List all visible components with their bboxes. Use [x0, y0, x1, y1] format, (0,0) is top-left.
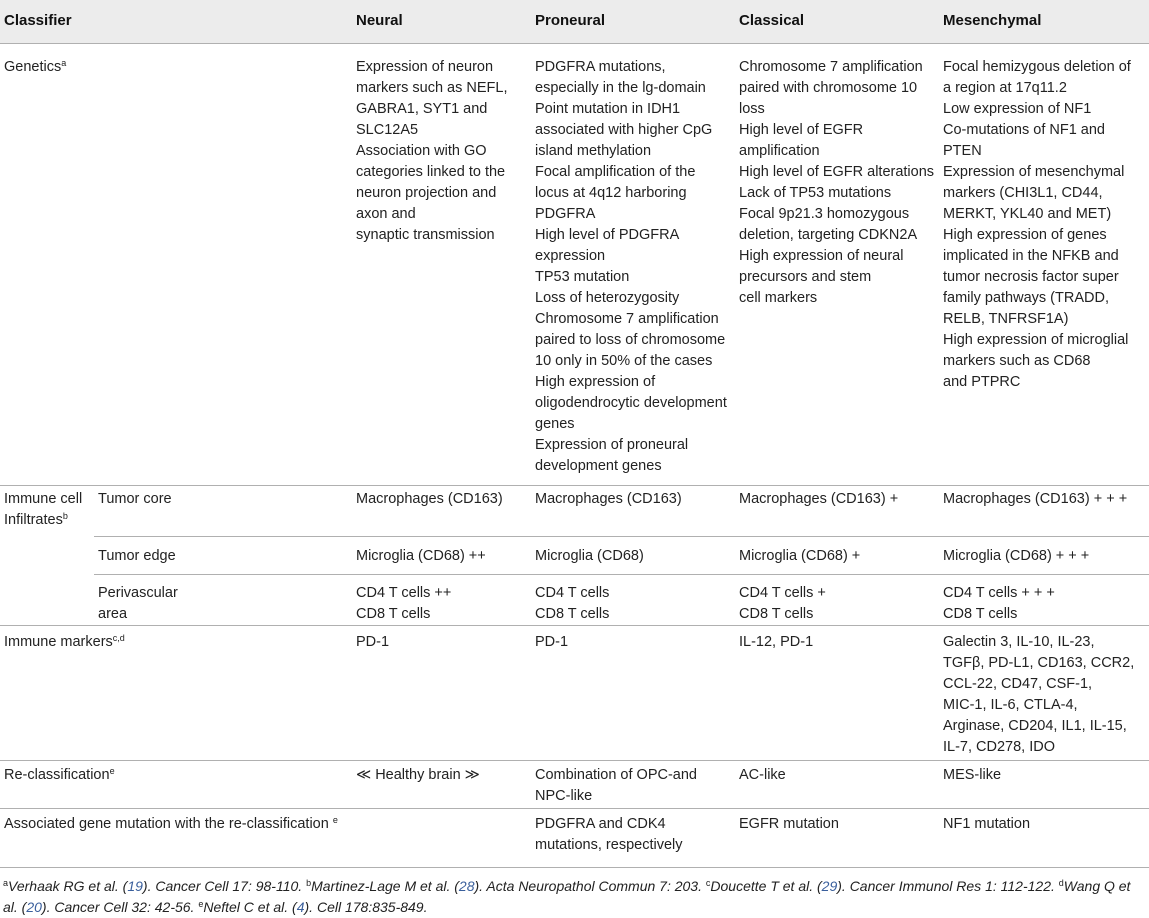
row-label-reclassification: Re-classification$^e$ — [4, 766, 115, 783]
cell-line: associated with higher CpG — [535, 122, 713, 138]
cell-line: Chromosome 7 amplification — [535, 311, 719, 327]
table-footnotes — [3, 876, 1147, 918]
row-label-immune-infiltrates: Immune cell Infiltrates$^b$ — [4, 491, 83, 528]
cell-line: Lack of TP53 mutations — [739, 185, 892, 201]
genetics-proneural — [535, 57, 727, 477]
sublabel-tumor-core: Tumor core — [98, 491, 172, 507]
cell-line: implicated in the NFKB and — [943, 248, 1119, 264]
cell-line: Expression of proneural — [535, 437, 689, 453]
cell-line: expression — [535, 248, 606, 264]
divider — [94, 536, 1149, 537]
footnote-d: $^d$Wang Q et al. (20). Cancer Cell 32: 42-56. — [3, 878, 1131, 915]
citation-link[interactable]: 20 — [26, 899, 42, 915]
cell-line: Association with GO — [356, 143, 487, 159]
cell-line: family pathways (TRADD, — [943, 290, 1109, 306]
divider — [0, 625, 1149, 626]
genetics-mesenchymal — [943, 57, 1131, 393]
core-neural: Macrophages (CD163) — [356, 491, 503, 507]
header-neural: Neural — [356, 12, 403, 29]
cell-line: High expression of genes — [943, 227, 1107, 243]
markers-neural: PD-1 — [356, 634, 390, 650]
cell-line: CD4 T cells + + + — [943, 585, 1055, 601]
cell-line: precursors and stem — [739, 269, 872, 285]
divider — [0, 760, 1149, 761]
citation-link[interactable]: 19 — [127, 878, 143, 894]
cell-line: paired to loss of chromosome — [535, 332, 726, 348]
header-proneural: Proneural — [535, 12, 606, 29]
citation-link[interactable]: 29 — [821, 878, 838, 894]
cell-line: markers such as NEFL, — [356, 80, 508, 96]
genetics-classical — [739, 57, 934, 309]
cell-line: markers (CHI3L1, CD44, — [943, 185, 1103, 201]
cell-line: GABRA1, SYT1 and — [356, 101, 488, 117]
cell-line: categories linked to the — [356, 164, 506, 180]
cell-line: amplification — [739, 143, 820, 159]
cell-line: Expression of neuron — [356, 59, 494, 75]
divider — [94, 574, 1149, 575]
cell-line: loss — [739, 101, 765, 117]
cell-line: TP53 mutation — [535, 269, 630, 285]
cell-line: axon and — [356, 206, 416, 222]
cell-line: synaptic transmission — [356, 227, 495, 243]
cell-line: Loss of heterozygosity — [535, 290, 680, 306]
edge-proneural: Microglia (CD68) — [535, 548, 644, 564]
cell-line: TGFβ, PD-L1, CD163, CCR2, — [943, 655, 1135, 671]
cell-line: High expression of microglial — [943, 332, 1129, 348]
core-proneural: Macrophages (CD163) — [535, 491, 682, 507]
cell-line: neuron projection and — [356, 185, 497, 201]
markers-proneural: PD-1 — [535, 634, 569, 650]
divider — [0, 808, 1149, 809]
cell-line: PDGFRA mutations, — [535, 59, 666, 75]
citation-link[interactable]: 28 — [458, 878, 475, 894]
cell-line: Co-mutations of NF1 and — [943, 122, 1105, 138]
cell-line: RELB, TNFRSF1A) — [943, 311, 1069, 327]
footnote-a: $^a$Verhaak RG et al. (19). Cancer Cell 17: 98-110. — [3, 878, 307, 894]
reclass-neural: ≪ Healthy brain ≫ — [356, 767, 480, 783]
cell-line: paired with chromosome 10 — [739, 80, 918, 96]
edge-mesenchymal: Microglia (CD68) + + + — [943, 548, 1090, 564]
cell-line: CCL-22, CD47, CSF-1, — [943, 676, 1093, 692]
cell-line: island methylation — [535, 143, 652, 159]
edge-neural: Microglia (CD68) ++ — [356, 548, 486, 564]
cell-line: CD4 T cells + — [739, 585, 826, 601]
cell-line: tumor necrosis factor super — [943, 269, 1119, 285]
cell-line: Focal hemizygous deletion of — [943, 59, 1131, 75]
cell-line: PDGFRA — [535, 206, 596, 222]
reclass-mesenchymal: MES-like — [943, 767, 1002, 783]
cell-line: High expression of neural — [739, 248, 904, 264]
core-classical: Macrophages (CD163) + — [739, 491, 899, 507]
cell-line: area — [98, 606, 128, 622]
cell-line: Focal amplification of the — [535, 164, 696, 180]
divider — [0, 485, 1149, 486]
cell-line: Arginase, CD204, IL1, IL-15, — [943, 718, 1127, 734]
cell-line: MERKT, YKL40 and MET) — [943, 206, 1112, 222]
cell-line: CD8 T cells — [943, 606, 1018, 622]
assoc-proneural — [535, 814, 682, 856]
cell-line: Combination of OPC-and — [535, 767, 697, 783]
cell-line: oligodendrocytic development — [535, 395, 727, 411]
cell-line: High level of EGFR — [739, 122, 864, 138]
cell-line: Low expression of NF1 — [943, 101, 1092, 117]
cell-line: cell markers — [739, 290, 818, 306]
cell-line: mutations, respectively — [535, 837, 683, 853]
cell-line: High level of EGFR alterations — [739, 164, 935, 180]
cell-line: development genes — [535, 458, 662, 474]
row-label-associated-mutation: Associated gene mutation with the re-classification $^e$ — [4, 815, 338, 832]
cell-line: High level of PDGFRA — [535, 227, 680, 243]
cell-line: PTEN — [943, 143, 982, 159]
cell-line: deletion, targeting CDKN2A — [739, 227, 918, 243]
header-classical: Classical — [739, 12, 805, 29]
genetics-neural — [356, 57, 508, 246]
assoc-classical: EGFR mutation — [739, 816, 839, 832]
cell-line: Expression of mesenchymal — [943, 164, 1125, 180]
cell-line: Focal 9p21.3 homozygous — [739, 206, 910, 222]
peri-mesenchymal — [943, 583, 1055, 625]
core-mesenchymal: Macrophages (CD163) + + + — [943, 491, 1128, 507]
cell-line: MIC-1, IL-6, CTLA-4, — [943, 697, 1078, 713]
peri-classical — [739, 583, 826, 625]
sublabel-tumor-edge: Tumor edge — [98, 548, 176, 564]
cell-line: CD8 T cells — [356, 606, 431, 622]
cell-line: IL-7, CD278, IDO — [943, 739, 1056, 755]
cell-line: Chromosome 7 amplification — [739, 59, 923, 75]
footnote-c: $^c$Doucette T et al. (29). Cancer Immunol Res 1: 112-122. — [705, 878, 1059, 894]
cell-line: High expression of — [535, 374, 656, 390]
cell-line: Galectin 3, IL-10, IL-23, — [943, 634, 1095, 650]
cell-line: locus at 4q12 harboring — [535, 185, 687, 201]
cell-line: CD8 T cells — [739, 606, 814, 622]
cell-line: a region at 17q11.2 — [943, 80, 1067, 96]
cell-line: NPC-like — [535, 788, 593, 804]
cell-line: genes — [535, 416, 575, 432]
header-mesenchymal: Mesenchymal — [943, 12, 1042, 29]
citation-link[interactable]: 4 — [296, 899, 305, 915]
assoc-mesenchymal: NF1 mutation — [943, 816, 1031, 832]
row-label-genetics: Genetics$^a$ — [4, 58, 67, 75]
divider — [0, 867, 1149, 868]
edge-classical: Microglia (CD68) + — [739, 548, 861, 564]
sublabel-perivascular — [98, 583, 178, 625]
divider — [0, 43, 1149, 44]
footnote-e: $^e$Neftel C et al. (4). Cell 178:835-849. — [198, 899, 428, 915]
markers-mesenchymal — [943, 632, 1134, 758]
header-classifier: Classifier — [4, 12, 72, 29]
reclass-proneural — [535, 765, 697, 807]
cell-line: SLC12A5 — [356, 122, 419, 138]
markers-classical: IL-12, PD-1 — [739, 634, 814, 650]
peri-proneural — [535, 583, 609, 625]
footnote-b: $^b$Martinez-Lage M et al. (28). Acta Neuropathol Commun 7: 203. — [306, 878, 706, 894]
cell-line: PDGFRA and CDK4 — [535, 816, 666, 832]
cell-line: and PTPRC — [943, 374, 1021, 390]
cell-line: CD4 T cells ++ — [356, 585, 452, 601]
cell-line: markers such as CD68 — [943, 353, 1091, 369]
reclass-classical: AC-like — [739, 767, 786, 783]
cell-line: especially in the lg-domain — [535, 80, 706, 96]
cell-line: CD4 T cells — [535, 585, 610, 601]
row-label-immune-markers: Immune markers$^{c,d}$ — [4, 633, 125, 650]
cell-line: Point mutation in IDH1 — [535, 101, 681, 117]
peri-neural — [356, 583, 451, 625]
cell-line: 10 only in 50% of the cases — [535, 353, 713, 369]
cell-line: Perivascular — [98, 585, 178, 601]
cell-line: CD8 T cells — [535, 606, 610, 622]
